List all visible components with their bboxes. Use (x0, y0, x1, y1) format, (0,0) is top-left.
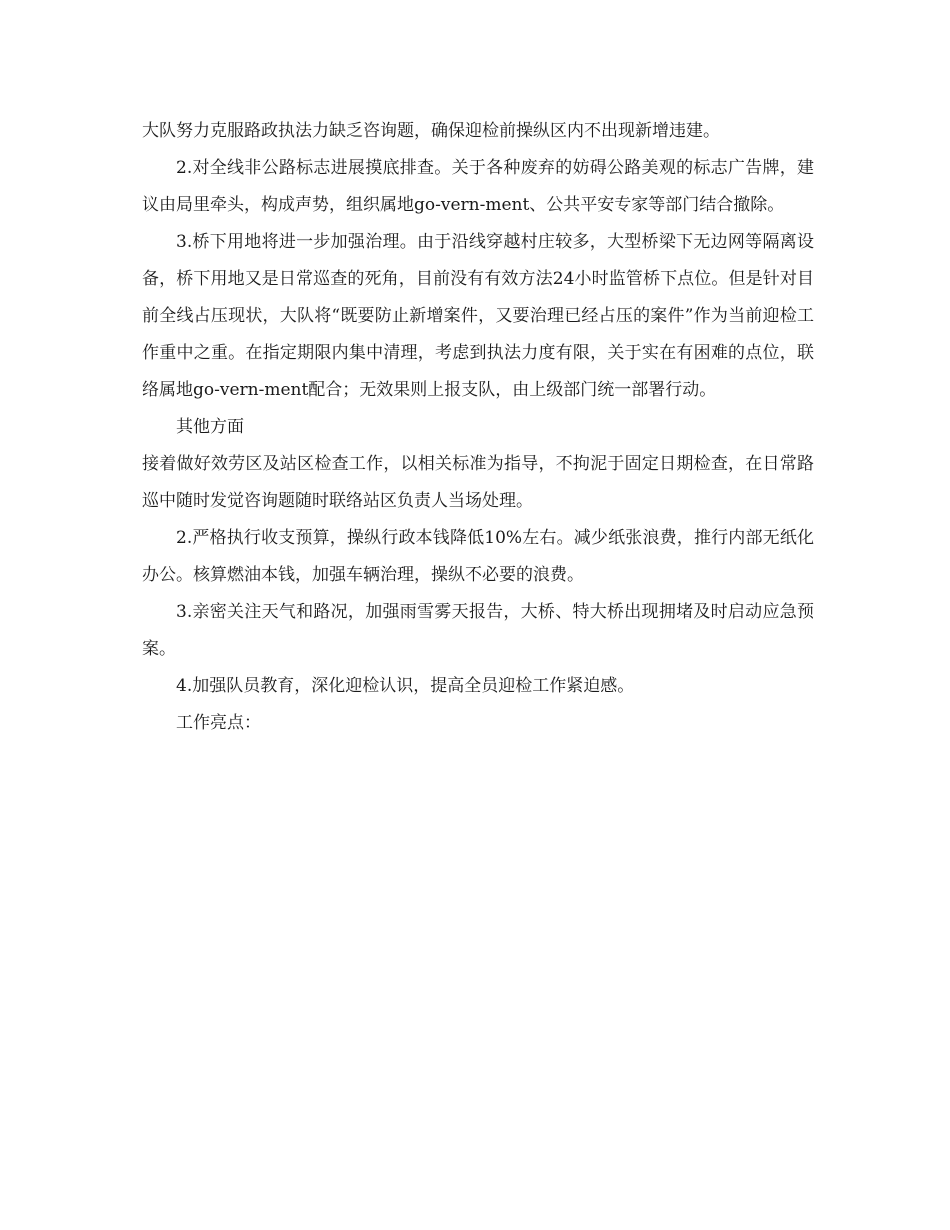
section-heading-other: 其他方面 (176, 417, 244, 437)
section-heading-highlights: 工作亮点： (176, 713, 261, 733)
paragraph-item-2-budget: 2.严格执行收支预算，操纵行政本钱降低10%左右。减少纸张浪费，推行内部无纸化办公。核算燃油本钱，加强车辆治理，操纵不必要的浪费。 (142, 528, 814, 585)
paragraph-item-3-bridge-land: 3.桥下用地将进一步加强治理。由于沿线穿越村庄较多，大型桥梁下无边网等隔离设备，桥下用地又是日常巡查的死角，目前没有有效方法24小时监管桥下点位。但是针对目前全线占压现状，大队将“既要防止新增案件，又要治理已经占压的案件”作为当前迎检工作重中之重。在指定期限内集中清理，考虑到执法力度有限，关于实在有困难的点位，联络属地go-vern-ment配合；无效果则上报支队，由上级部门统一部署行动。 (142, 232, 814, 400)
paragraph-item-4-education: 4.加强队员教育，深化迎检认识，提高全员迎检工作紧迫感。 (176, 676, 635, 696)
paragraph-continuation: 大队努力克服路政执法力缺乏咨询题，确保迎检前操纵区内不出现新增违建。 (142, 121, 720, 141)
paragraph-item-2-signs: 2.对全线非公路标志进展摸底排查。关于各种废弃的妨碍公路美观的标志广告牌，建议由局里牵头，构成声势，组织属地go-vern-ment、公共平安专家等部门结合撤除。 (142, 158, 814, 215)
paragraph-item-3-weather: 3.亲密关注天气和路况，加强雨雪雾天报告，大桥、特大桥出现拥堵及时启动应急预案。 (142, 602, 814, 659)
paragraph-service-area-check: 接着做好效劳区及站区检查工作，以相关标准为指导，不拘泥于固定日期检查，在日常路巡中随时发觉咨询题随时联络站区负责人当场处理。 (142, 454, 814, 511)
document-body (142, 113, 814, 742)
